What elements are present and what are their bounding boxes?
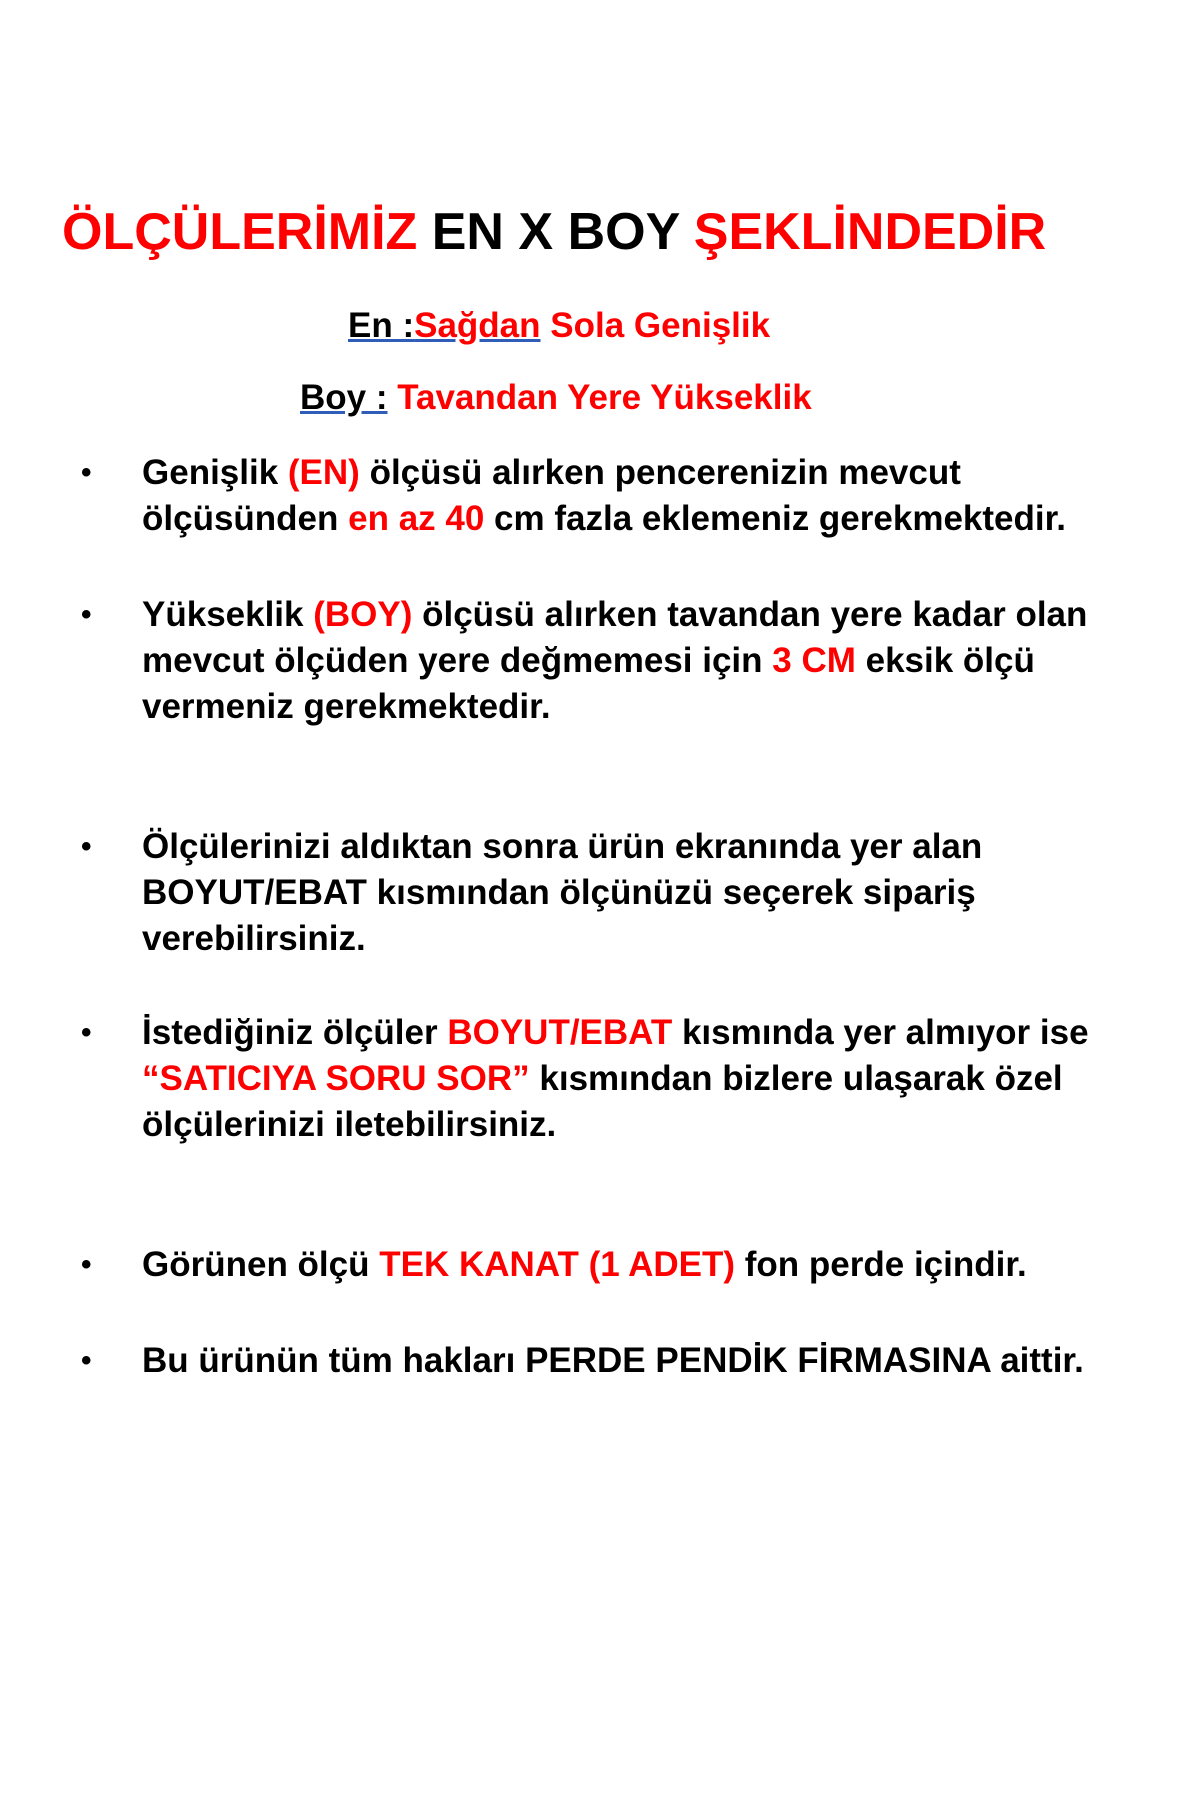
- definition-en-label: En :: [348, 306, 415, 345]
- page-title: [62, 200, 1162, 264]
- bullet-icon: •: [81, 1248, 92, 1281]
- definition-en-value-b: Sola Genişlik: [550, 306, 771, 345]
- definition-en-value-a: Sağdan: [414, 306, 541, 345]
- bullet-icon: •: [81, 456, 92, 489]
- definition-boy: [300, 376, 812, 420]
- highlight-text: TEK KANAT (1 ADET): [379, 1245, 736, 1284]
- list-item-text: İstediğiniz ölçüler BOYUT/EBAT kısmında yer almıyor ise “SATICIYA SORU SOR” kısmından bizlere ulaşarak özel ölçülerinizi iletebilirsiniz.: [142, 1013, 1089, 1144]
- highlight-text: “SATICIYA SORU SOR”: [142, 1059, 530, 1098]
- bullet-icon: •: [81, 598, 92, 631]
- highlight-text: (EN): [287, 453, 360, 492]
- list-item-text: Ölçülerinizi aldıktan sonra ürün ekranında yer alan BOYUT/EBAT kısmından ölçünüzü seçerek sipariş verebilirsiniz.: [142, 827, 983, 958]
- bullet-icon: •: [81, 1016, 92, 1049]
- definition-boy-label: Boy :: [300, 378, 388, 417]
- list-item-text: Görünen ölçü TEK KANAT (1 ADET) fon perde içindir.: [142, 1245, 1027, 1284]
- list-item-text: Genişlik (EN) ölçüsü alırken pencerenizin mevcut ölçüsünden en az 40 cm fazla eklemeniz gerekmektedir.: [142, 453, 1067, 538]
- highlight-text: (BOY): [313, 595, 413, 634]
- list-item-text: Yükseklik (BOY) ölçüsü alırken tavandan yere kadar olan mevcut ölçüden yere değmemesi için 3 CM eksik ölçü vermeniz gerekmektedir.: [142, 595, 1088, 726]
- list-item-text: Bu ürünün tüm hakları PERDE PENDİK FİRMASINA aittir.: [142, 1341, 1084, 1380]
- title-part-shape: ŞEKLİNDEDİR: [693, 203, 1047, 261]
- bullet-icon: •: [81, 830, 92, 863]
- definition-boy-value: Tavandan Yere Yükseklik: [397, 378, 812, 417]
- bullet-icon: •: [81, 1344, 92, 1377]
- title-part-format: EN X BOY: [431, 203, 680, 261]
- title-part-measures: ÖLÇÜLERİMİZ: [62, 203, 418, 261]
- highlight-text: en az 40: [348, 499, 485, 538]
- highlight-text: 3 CM: [772, 641, 856, 680]
- highlight-text: BOYUT/EBAT: [447, 1013, 673, 1052]
- definition-en: [348, 304, 770, 348]
